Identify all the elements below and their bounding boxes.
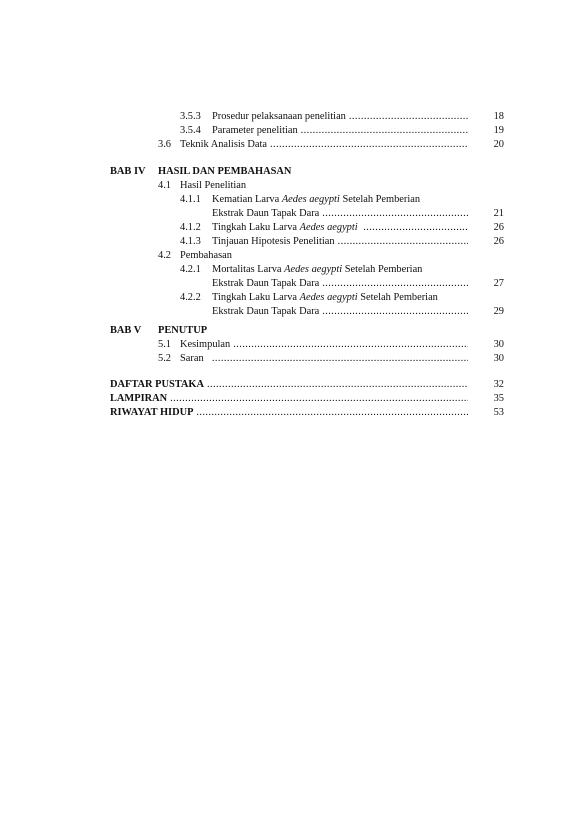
entry-title-line2: Ekstrak Daun Tapak Dara ..... [212, 277, 468, 291]
chapter-label: BAB V [110, 325, 142, 336]
entry-title-line1: Tingkah Laku Larva Aedes aegypti Setelah Pemberian [212, 292, 438, 303]
chapter-title: HASIL DAN PEMBAHASAN [158, 166, 292, 177]
entry-number: 4.2.1 [180, 264, 201, 275]
species-name: Aedes aegypti [299, 292, 358, 303]
entry-number: 4.1.2 [180, 222, 201, 233]
entry-page: 32 [493, 379, 504, 390]
entry-number: 4.2 [158, 250, 171, 261]
chapter-label: BAB IV [110, 166, 146, 177]
entry-title: DAFTAR PUSTAKA ..... [110, 378, 468, 392]
entry-page: 27 [493, 278, 504, 289]
toc-entry [180, 110, 201, 124]
entry-number: 5.1 [158, 339, 171, 350]
entry-page: 29 [493, 306, 504, 317]
toc-entry [180, 124, 201, 138]
entry-title: Pembahasan [180, 250, 232, 261]
entry-title: Prosedur pelaksanaan penelitian ..... [212, 110, 468, 124]
entry-page: 21 [493, 208, 504, 219]
entry-title: LAMPIRAN ..... [110, 392, 468, 406]
entry-page: 53 [493, 407, 504, 418]
entry-number: 4.1.1 [180, 194, 201, 205]
entry-title: Tingkah Laku Larva Aedes aegypti ..... [212, 221, 468, 235]
entry-title: Teknik Analisis Data ..... [180, 138, 468, 152]
entry-page: 19 [493, 125, 504, 136]
entry-number: 3.5.3 [180, 111, 201, 122]
entry-page: 26 [493, 222, 504, 233]
entry-page: 20 [493, 139, 504, 150]
entry-title-line2: Ekstrak Daun Tapak Dara ..... [212, 305, 468, 319]
entry-title: Tinjauan Hipotesis Penelitian ..... [212, 235, 468, 249]
entry-page: 18 [493, 111, 504, 122]
species-name: Aedes aegypti [299, 222, 358, 233]
entry-number: 5.2 [158, 353, 171, 364]
entry-title-line1: Mortalitas Larva Aedes aegypti Setelah Pemberian [212, 264, 423, 275]
entry-title: Kesimpulan ..... [180, 338, 468, 352]
entry-page: 35 [493, 393, 504, 404]
entry-title: RIWAYAT HIDUP ..... [110, 406, 468, 420]
entry-page: 26 [493, 236, 504, 247]
entry-number: 3.6 [158, 139, 171, 150]
entry-number: 4.1.3 [180, 236, 201, 247]
chapter-title: PENUTUP [158, 325, 208, 336]
entry-title-line2: Ekstrak Daun Tapak Dara ..... [212, 207, 468, 221]
entry-title: Saran ..... [180, 352, 468, 366]
entry-number: 4.1 [158, 180, 171, 191]
entry-number: 4.2.2 [180, 292, 201, 303]
species-name: Aedes aegypti [284, 264, 343, 275]
entry-title-line1: Kematian Larva Aedes aegypti Setelah Pemberian [212, 194, 421, 205]
entry-title: Parameter penelitian ..... [212, 124, 468, 138]
entry-title: Hasil Penelitian [180, 180, 247, 191]
entry-page: 30 [493, 339, 504, 350]
entry-page: 30 [493, 353, 504, 364]
entry-number: 3.5.4 [180, 125, 201, 136]
species-name: Aedes aegypti [281, 194, 340, 205]
toc-entry [158, 138, 171, 152]
